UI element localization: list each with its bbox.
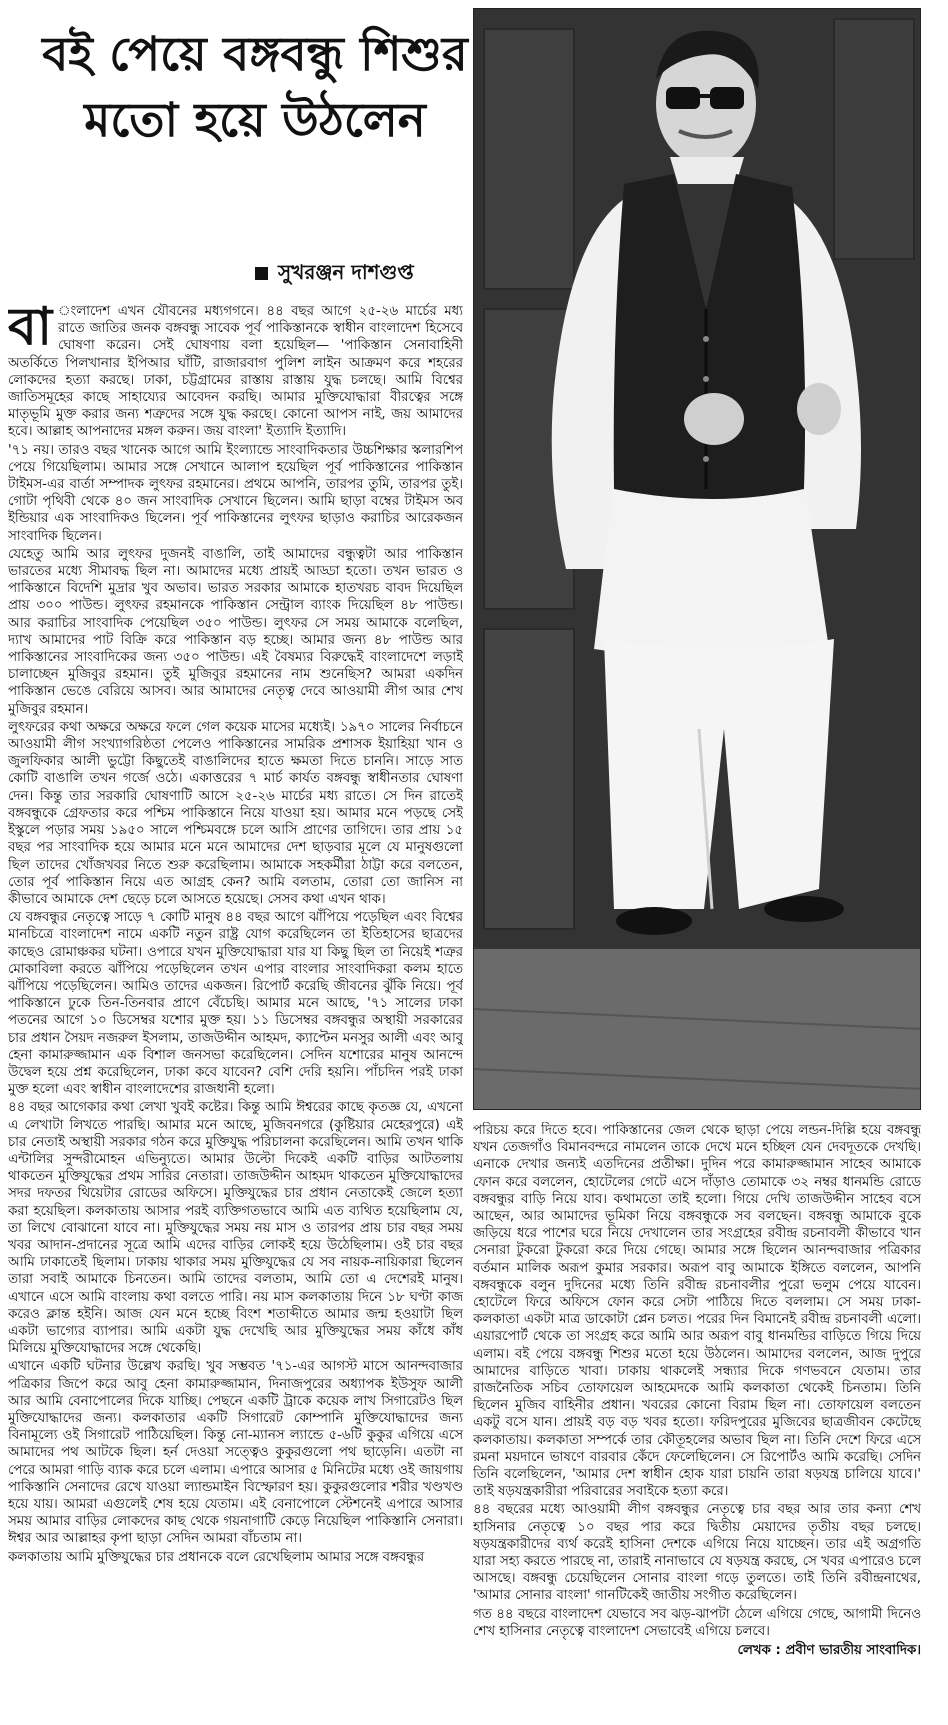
article-paragraph: এখানে একটি ঘটনার উল্লেখ করছি। খুব সম্ভবত '৭১-এর আগস্ট মাসে আনন্দবাজার পত্রিকার জিপে করে আবু হেনা কামারুজ্জামান, দিনাজপুরের অধ্যাপক ইউসুফ আলী আর আমি বেনাপোলের দিকে যাচ্ছি। পেছনে একটি ট্রাকে কয়েক লাখ সিগারেটও ছিল মুক্তিযোদ্ধাদের জন্য। কলকাতার একটি সিগারেট কোম্পানি মুক্তিযোদ্ধাদের জন্য বিনামূল্যে ওই সিগারেট পাঠিয়েছিল। কিন্তু নো-ম্যানস ল্যান্ডে ৫-৬টি কুকুর এগিয়ে এসে আমাদের পথ আটকে ছিল। হর্ন দেওয়া সত্ত্বেও কুকুরগুলো পথ ছাড়েনি। এতটা না পেরে আমরা গাড়ি ব্যাক করে চলে এলাম। এপারে আসার ৫ মিনিটের মধ্যে ওই জায়গায় পাকিস্তানি সেনাদের রেখে যাওয়া ল্যান্ডমাইন বিস্ফোরণ হয়। কুকুরগুলোর শরীর খণ্ডখণ্ড হয়ে যায়। আমরা এগুলেই শেষ হয়ে যেতাম। এই বেনাপোলে স্টেশনেই এপারে আসার সময় আমার বাড়ির লোকদের কাছ থেকে গয়নাগাটি কেড়ে নিয়েছিল পাকিস্তানি সেনারা। ঈশ্বর আর আল্লাহর কৃপা ছাড়া সেদিন আমরা বাঁচতাম না। [8,1359,463,1547]
byline-author: সুখরঞ্জন দাশগুপ্ত [278,260,414,284]
article-paragraph: যে বঙ্গবন্ধুর নেতৃত্বে সাড়ে ৭ কোটি মানুষ ৪৪ বছর আগে ঝাঁপিয়ে পড়েছিল এবং বিশ্বের মানচিত্রে বাংলাদেশ নামে একটি নতুন রাষ্ট্র যোগ করেছিলেন তা ইতিহাসের ছাত্রদের কাছেও রোমাঞ্চকর ঘটনা। ওপারে যখন মুক্তিযোদ্ধারা যার যা কিছু ছিল তা নিয়েই শত্রুর মোকাবিলা করতে ঝাঁপিয়ে পড়েছিলেন তখন এপার বাংলার সাংবাদিকরা কলম হাতে ঝাঁপিয়ে পড়েছিলেন। আমিও তাদের একজন। রিপোর্ট করেছি জীবনের ঝুঁকি নিয়ে। পূর্ব পাকিস্তানে ঢুকে তিন-তিনবার প্রাণে বেঁচেছি। আমার মনে আছে, '৭১ সালের ঢাকা পতনের আগে ১০ ডিসেম্বর যশোর মুক্ত হয়। ১১ ডিসেম্বর বঙ্গবন্ধুর অস্থায়ী সরকারের চার প্রধান সৈয়দ নজরুল ইসলাম, তাজউদ্দীন আহমদ, ক্যাপ্টেন মনসুর আলী এবং আবু হেনা কামারুজ্জামান এক বিশাল জনসভা করেছিলেন। সেদিন যশোরের মানুষ আনন্দে উদ্বেল হয়ে প্রশ্ন করেছিলেন, ঢাকা কবে যাবেন? বেশি দেরি হয়নি। পাঁচদিন পরই ঢাকা মুক্ত হলো এবং স্বাধীন বাংলাদেশের রাজধানী হলো। [8,910,463,1098]
article-paragraph: কলকাতায় আমি মুক্তিযুদ্ধের চার প্রধানকে বলে রেখেছিলাম আমার সঙ্গে বঙ্গবন্ধুর [8,1549,425,1565]
article-paragraph: যেহেতু আমি আর লুৎফর দুজনই বাঙালি, তাই আমাদের বন্ধুত্বটা আর পাকিস্তান ভারতের মধ্যে সীমাবদ্ধ ছিল না। আমাদের মধ্যে প্রায়ই আড্ডা হতো। তখন ভারত ও পাকিস্তানে বিদেশি মুদ্রার খুব অভাব। ভারত সরকার আমাকে হাতখরচ বাবদ দিয়েছিল প্রায় ৩০০ পাউন্ড। লুৎফর রহমানকে পাকিস্তান সেন্ট্রাল ব্যাংক দিয়েছিল ৪৮ পাউন্ড। আর করাচির সাংবাদিক পেয়েছিল ৩৫০ পাউন্ড। লুৎফর সে সময় আমাকে বলেছিল, দ্যাখ আমাদের পাট বিক্রি করে পাকিস্তান বড় হচ্ছে। আমার জন্য ৪৮ পাউন্ড আর পাকিস্তানের সাংবাদিকের জন্য ৩৫০ পাউন্ড। এই বৈষম্যর বিরুদ্ধেই বাংলাদেশে লড়াই চালাচ্ছেন মুজিবুর রহমান। তুই মুজিবুর রহমানের নাম শুনেছিস? আমরা একদিন পাকিস্তান ভেঙে বেরিয়ে আসব। আর আমাদের নেতৃত্ব দেবে আওয়ামী লীগ আর শেখ মুজিবুর রহমান। [8,546,463,717]
article-paragraph: ৪৪ বছর আগেকার কথা লেখা খুবই কষ্টের। কিন্তু আমি ঈশ্বরের কাছে কৃতজ্ঞ যে, এখনো এ লেখাটা লিখতে পারছি। আমার মনে আছে, মুজিবনগরে (কুষ্টিয়ার মেহেরপুরে) এই চার নেতাই অস্থায়ী সরকার গঠন করে মুক্তিযুদ্ধ পরিচালনা করেছিলেন। আমি তখন থাকি এন্টালির সুন্দরীমোহন এভিন্যুতে। আমার উল্টো দিকেই একটি বাড়ির আটতলায় থাকতেন মুক্তিযুদ্ধের প্রথম সারির নেতারা। তাজউদ্দীন আহমদ থাকতেন মুক্তিযোদ্ধাদের সদর দফতর থিয়েটার রোডের অফিসে। মুক্তিযুদ্ধের চার প্রধান নেতাকেই জেলে হত্যা করা হয়েছিল। কলকাতায় আসার পরই ব্যক্তিগতভাবে আমি এত ব্যথিত হয়েছিলাম যে, তা লিখে বোঝানো যাবে না। মুক্তিযুদ্ধের সময় নয় মাস ও তারপর প্রায় চার বছর সময় খবর আদান-প্রদানের সূত্রে আমি এদের বাড়ির লোকই হয়ে উঠেছিলাম। ওই চার বছর আমি ঢাকাতেই ছিলাম। ঢাকায় থাকার সময় মুক্তিযুদ্ধের যে সব নায়ক-নায়িকারা ছিলেন তারা সবাই আমাকে চিনতেন। আমি তাদের বলতাম, আমি তো এ দেশেরই মানুষ। এখানে এসে আমি বাংলায় কথা বলতে পারি। নয় মাস কলকাতায় দিনে ১৮ ঘণ্টা কাজ করেও ক্লান্ত হইনি। আজ যেন মনে হচ্ছে বিংশ শতাব্দীতে আমার জন্ম হওয়াটা ছিল একটা ভাগ্যের ব্যাপার। আমি একটা যুদ্ধ দেখেছি আর মুক্তিযুদ্ধের সময় কাঁধে কাঁধ মিলিয়ে মুক্তিযোদ্ধাদের সঙ্গে থেকেছি। [8,1100,463,1357]
article-body-right-column [473,1122,921,1722]
portrait-illustration [474,9,921,1110]
headline: বই পেয়ে বঙ্গবন্ধু শিশুর মতো হয়ে উঠলেন [42,27,468,148]
article-body-left-column [8,303,463,1718]
article-paragraph: ৪৪ বছরের মধ্যে আওয়ামী লীগ বঙ্গবন্ধুর নেতৃত্বে চার বছর আর তার কন্যা শেখ হাসিনার নেতৃত্বে ১০ বছর পার করে দ্বিতীয় মেয়াদের তৃতীয় বছর চলছে। ষড়যন্ত্রকারীদের ব্যর্থ করেই হাসিনা দেশকে এগিয়ে নিয়ে যাচ্ছেন। তার এই অগ্রগতি যারা সহ্য করতে পারছে না, তারাই নানাভাবে যে ষড়যন্ত্র করছে, সে খবর এপারেও চলে আসছে। বঙ্গবন্ধু চেয়েছিলেন সোনার বাংলা গড়ে তুলতে। তাই তিনি রবীন্দ্রনাথের, 'আমার সোনার বাংলা' গানটিকেই জাতীয় সংগীত করেছিলেন। [473,1502,921,1604]
author-credit: লেখক : প্রবীণ ভারতীয় সাংবাদিক। [737,1643,921,1659]
byline [255,258,475,291]
article-paragraph: '৭১ নয়। তারও বছর খানেক আগে আমি ইংল্যান্ডে সাংবাদিকতার উচ্চশিক্ষার স্কলারশিপ পেয়ে গিয়েছিলাম। আমার সঙ্গে সেখানে আলাপ হয়েছিল পূর্ব পাকিস্তানের পাকিস্তান টাইমস-এর বার্তা সম্পাদক লুৎফর রহমানের। প্রথমে আপনি, তারপর তুমি, তারপর তুই। গোটা পৃথিবী থেকে ৪০ জন সাংবাদিক সেখানে ছিলেন। আমি ছাড়া বম্বের টাইমস অব ইন্ডিয়ার এক সাংবাদিকও ছিলেন। পূর্ব পাকিস্তানের লুৎফর ছাড়াও করাচির আরেকজন সাংবাদিক ছিলেন। [8,442,463,544]
article-paragraph: গত ৪৪ বছরে বাংলাদেশ যেভাবে সব ঝড়-ঝাপটা ঠেলে এগিয়ে গেছে, আগামী দিনেও শেখ হাসিনার নেতৃত্বে বাংলাদেশ সেভাবেই এগিয়ে চলবে। [473,1606,921,1639]
article-paragraph: বা ংলাদেশ এখন যৌবনের মধ্যগগনে। ৪৪ বছর আগে ২৫-২৬ মার্চের মধ্য রাতে জাতির জনক বঙ্গবন্ধু সাবেক পূর্ব পাকিস্তানকে স্বাধীন বাংলাদেশ হিসেবে ঘোষণা করেন। সেই ঘোষণায় বলা হয়েছিল— 'পাকিস্তান সেনাবাহিনী অতর্কিতে পিলখানার ইপিআর ঘাঁটি, রাজারবাগ পুলিশ লাইন আক্রমণ করে শহরের লোকদের হত্যা করছে। ঢাকা, চট্টগ্রামের রাস্তায় রাস্তায় যুদ্ধ চলছে। আমি বিশ্বের জাতিসমূহের কাছে সাহায্যের আবেদন করছি। আমার মুক্তিযোদ্ধারা বীরত্বের সঙ্গে মাতৃভূমি মুক্ত করার জন্য শত্রুদের সঙ্গে যুদ্ধ করছে। কোনো আপস নাই, জয় আমাদের হবে। আল্লাহ আপনাদের মঙ্গল করুন। জয় বাংলা' ইত্যাদি ইত্যাদি। [8,303,463,440]
dropcap: বা [8,303,53,357]
article-photo [473,8,921,1110]
article-paragraph: পরিচয় করে দিতে হবে। পাকিস্তানের জেল থেকে ছাড়া পেয়ে লন্ডন-দিল্লি হয়ে বঙ্গবন্ধু যখন তেজগাঁও বিমানবন্দরে নামলেন তাকে দেখে মনে হচ্ছিল যেন দেবদূতকে দেখছি। এনাকে দেখার জন্যই এতদিনের প্রতীক্ষা। দুদিন পরে কামারুজ্জামান সাহেব আমাকে ফোন করে বললেন, হোটেলের গেটে এসে দাঁড়াও তোমাকে ৩২ নম্বর ধানমন্ডি রোডে বঙ্গবন্ধুর বাড়ি নিয়ে যাব। কথামতো তাই হলো। গিয়ে দেখি তাজউদ্দীন সাহেব বসে আছেন, আর আমাদের ভূমিকা নিয়ে বঙ্গবন্ধুকে সব বলছেন। বঙ্গবন্ধু আমাকে বুকে জড়িয়ে ধরে পাশের ঘরে নিয়ে দেখালেন তার সংগ্রহের রবীন্দ্র রচনাবলী কীভাবে খান সেনারা টুকরো টুকরো করে দিয়ে গেছে। আমার সঙ্গে ছিলেন আনন্দবাজার পত্রিকার বর্তমান মালিক অরূপ কুমার সরকার। অরূপ বাবু আমাকে ইঙ্গিতে বললেন, আপনি বঙ্গবন্ধুকে বলুন দুদিনের মধ্যে তিনি রবীন্দ্র রচনাবলীর পুরো ভলুম পেয়ে যাবেন। হোটেলে ফিরে অফিসে ফোন করে সেটা পাঠিয়ে দিতে বললাম। সে সময় ঢাকা-কলকাতা একটা মাত্র ডাকোটা প্লেন চলত। পরের দিন বিমানেই রবীন্দ্র রচনাবলী এলো। এয়ারপোর্ট থেকে তা সংগ্রহ করে আমি আর অরূপ বাবু ধানমন্ডির বাড়িতে গিয়ে দিয়ে এলাম। বই পেয়ে বঙ্গবন্ধু শিশুর মতো হয়ে উঠলেন। আমাদের বললেন, আজ দুপুরে আমাদের বাড়িতে খাবা। ঢাকায় থাকলেই সন্ধ্যার দিকে গণভবনে যেতাম। তার রাজনৈতিক সচিব তোফায়েল আহমেদকে আমি কলকাতা থেকেই চিনতাম। তিনি ছিলেন মুজিব বাহিনীর প্রধান। খবরের কোনো বিরাম ছিল না। তোফায়েল বলতেন একটু বসে যান। প্রায়ই বড় বড় খবর হতো। ফরিদপুরের মুজিবের ছাত্রজীবন কেটেছে কলকাতায়। কলকাতা সম্পর্কে তার কৌতূহলের অভাব ছিল না। তিনি দেশে ফিরে এসে রমনা ময়দানে ভাষণে বারবার কেঁদে ফেলেছিলেন। সে রিপোর্টও আমি করেছি। সেদিন তিনি বলেছিলেন, 'আমার দেশ স্বাধীন হোক যারা চায়নি তারা ষড়যন্ত্র চালিয়ে যাবে।' তাই ষড়যন্ত্রকারীরা পরিবারের সবাইকে হত্যা করে। [473,1123,921,1500]
square-bullet-icon [255,267,268,280]
article-paragraph: লুৎফরের কথা অক্ষরে অক্ষরে ফলে গেল কয়েক মাসের মধ্যেই। ১৯৭০ সালের নির্বাচনে আওয়ামী লীগ সংখ্যাগরিষ্ঠতা পেলেও পাকিস্তানের সামরিক প্রশাসক ইয়াহিয়া খান ও জুলফিকার আলী ভুট্টো কিছুতেই বাঙালিদের হাতে ক্ষমতা দিতে চাননি। সাড়ে সাত কোটি বাঙালি তখন গর্জে ওঠে। একাত্তরের ৭ মার্চ কার্যত বঙ্গবন্ধু স্বাধীনতার ঘোষণা দেন। কিন্তু তার সরকারি ঘোষণাটি আসে ২৫-২৬ মার্চের মধ্য রাতে। সে দিন রাতেই বঙ্গবন্ধুকে গ্রেফতার করে পশ্চিম পাকিস্তানে নিয়ে যাওয়া হয়। আমার মনে পড়ছে সেই ইস্কুলে পড়ার সময় ১৯৫০ সালে পশ্চিমবঙ্গে চলে আসি প্রাণের তাগিদে। তার প্রায় ১৫ বছর পর সাংবাদিক হয়ে আমার মনে মনে আমাদের দেশ ছাড়বার মূলে যে মানুষগুলো ছিল তাদের খোঁজখবর নিতে শুরু করেছিলাম। আমাকে সহকর্মীরা ঠাট্টা করে বলতেন, তোর পূর্ব পাকিস্তান নিয়ে এত আগ্রহ কেন? আমি বলতাম, তোরা তো জানিস না কীভাবে আমাকে দেশ ছেড়ে চলে আসতে হয়েছে। সেসব কথা এখন থাক। [8,719,463,907]
